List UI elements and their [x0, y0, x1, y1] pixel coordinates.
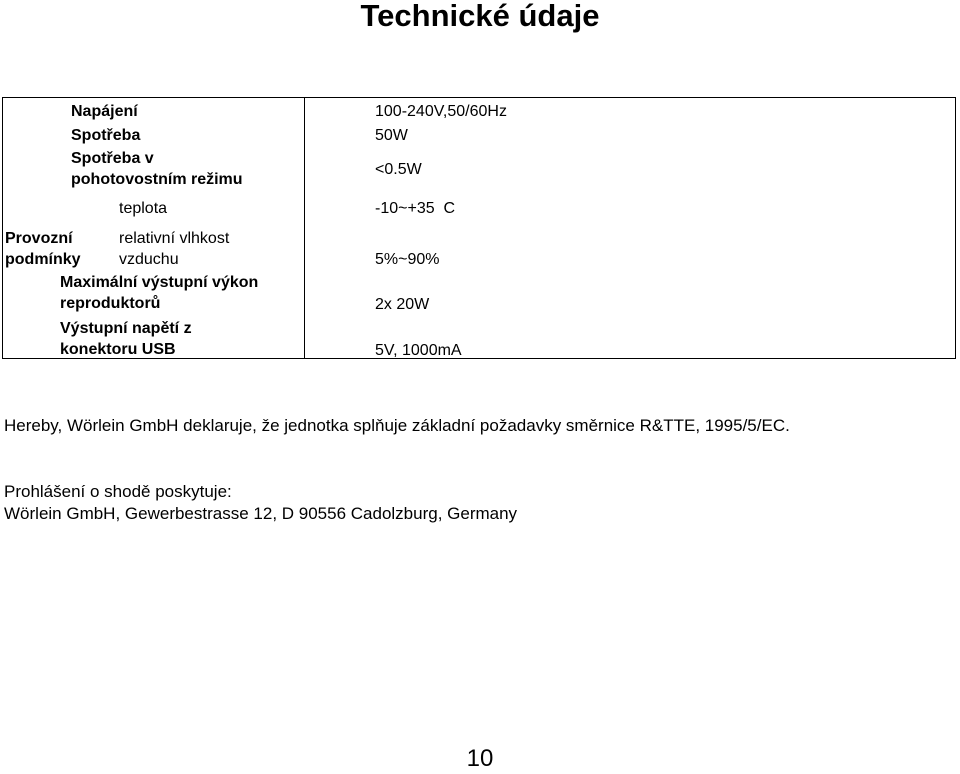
usb-output-label-line1: Výstupní napětí z — [60, 320, 192, 337]
max-output-label-line1: Maximální výstupní výkon — [60, 274, 259, 291]
consumption-value: 50W — [375, 127, 408, 144]
max-output-value: 2x 20W — [375, 296, 430, 313]
conformity-line1: Prohlášení o shodě poskytuje: — [4, 482, 232, 501]
humidity-label-line1: relativní vlhkost — [119, 230, 230, 247]
consumption-label: Spotřeba — [71, 127, 141, 144]
standby-label-line2: pohotovostním režimu — [71, 171, 243, 188]
power-supply-value: 100-240V,50/60Hz — [375, 103, 507, 120]
humidity-label-line2: vzduchu — [119, 251, 179, 268]
standby-value: <0.5W — [375, 161, 422, 178]
column-divider — [304, 98, 305, 358]
temperature-value: -10~+35 C — [375, 200, 456, 217]
usb-output-value: 5V, 1000mA — [375, 342, 462, 359]
temperature-label: teplota — [119, 200, 168, 217]
conformity-line2: Wörlein GmbH, Gewerbestrasse 12, D 90556 Cadolzburg, Germany — [4, 504, 518, 523]
operating-conditions-label-line2: podmínky — [5, 251, 81, 268]
declaration-text: Hereby, Wörlein GmbH deklaruje, že jednotka splňuje základní požadavky směrnice R&TTE, 1995/5/EC. — [4, 416, 790, 435]
operating-conditions-label-line1: Provozní — [5, 230, 73, 247]
page-number: 10 — [466, 745, 494, 772]
power-supply-label: Napájení — [71, 103, 138, 120]
page-title: Technické údaje — [360, 0, 600, 33]
humidity-value: 5%~90% — [375, 251, 440, 268]
standby-label-line1: Spotřeba v — [71, 150, 154, 167]
max-output-label-line2: reproduktorů — [60, 295, 161, 312]
usb-output-label-line2: konektoru USB — [60, 341, 176, 358]
specifications-table — [2, 97, 956, 359]
